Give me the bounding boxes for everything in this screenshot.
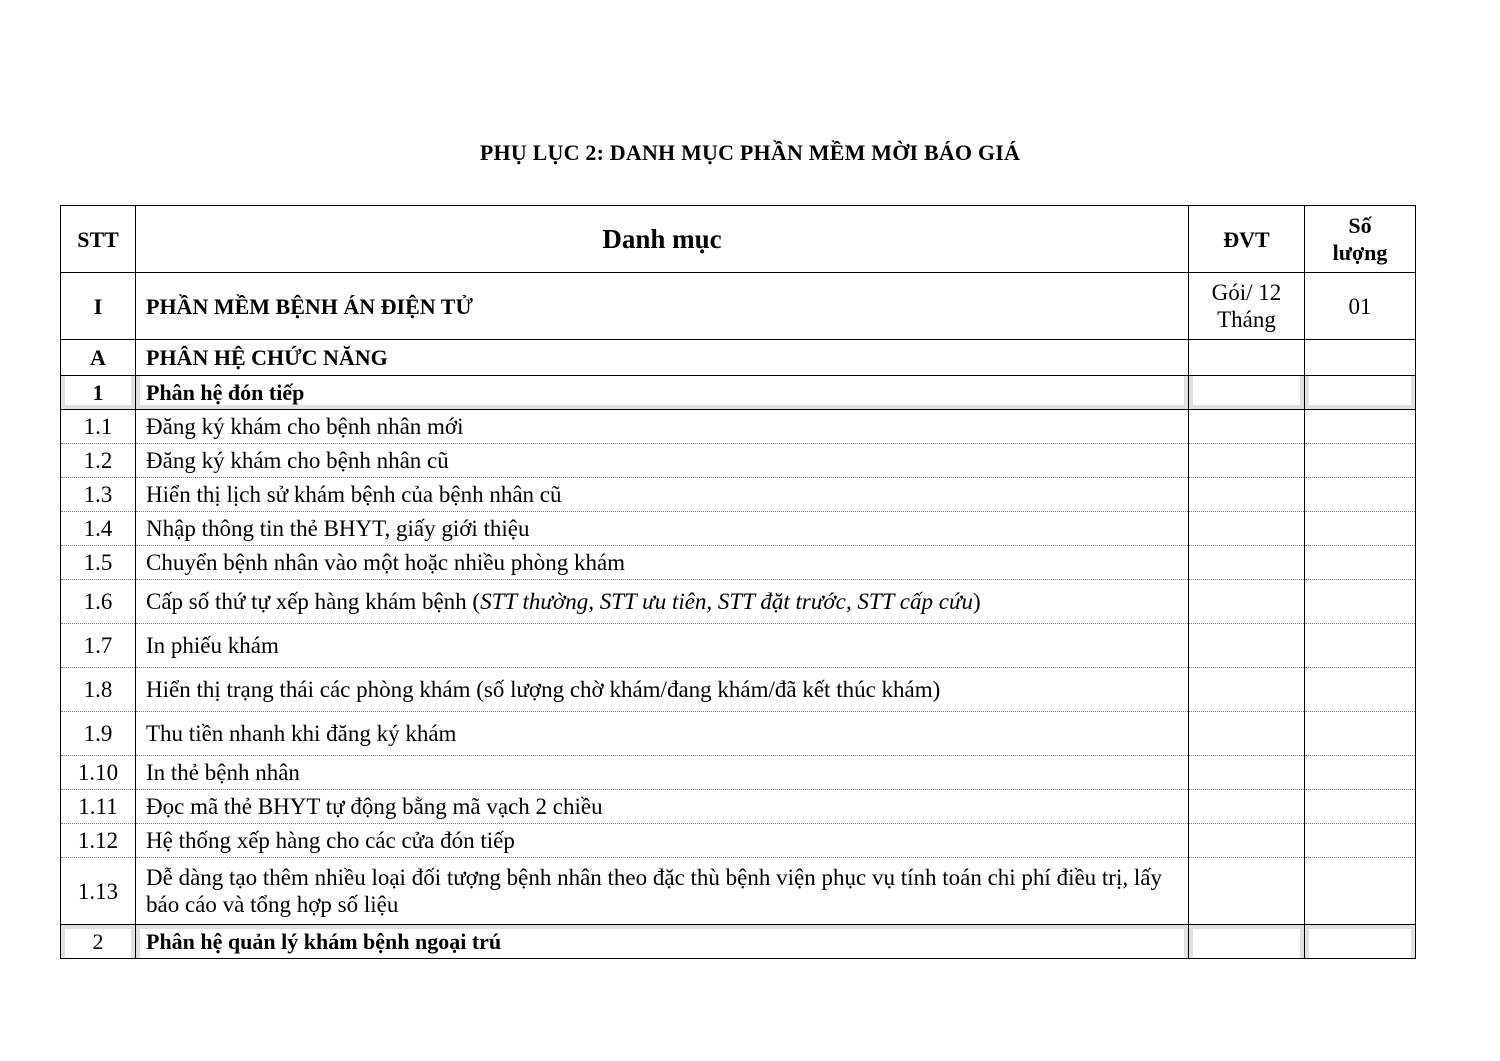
item-stt: 1.4 (61, 512, 136, 546)
section-A-name: PHÂN HỆ CHỨC NĂNG (136, 340, 1189, 376)
item-dvt (1189, 478, 1305, 512)
item-stt: 1.10 (61, 756, 136, 790)
item-quantity (1305, 410, 1416, 444)
item-stt: 1.8 (61, 668, 136, 712)
table-row (61, 790, 1416, 824)
item-dvt (1189, 858, 1305, 925)
item-quantity (1305, 790, 1416, 824)
table-header-row (61, 206, 1416, 273)
item-quantity (1305, 756, 1416, 790)
item-name: Dễ dàng tạo thêm nhiều loại đối tượng bệnh nhân theo đặc thù bệnh viện phục vụ tính toán chi phí điều trị, lấy báo cáo và tổng hợp số liệu (136, 858, 1189, 925)
table-row (61, 668, 1416, 712)
item-name (136, 580, 1189, 624)
item-stt: 1.3 (61, 478, 136, 512)
item-dvt (1189, 668, 1305, 712)
header-stt: STT (61, 206, 136, 273)
item-quantity (1305, 444, 1416, 478)
page-title: PHỤ LỤC 2: DANH MỤC PHẦN MỀM MỜI BÁO GIÁ (479, 140, 1021, 165)
item-stt: 1.12 (61, 824, 136, 858)
section-I-quantity: 01 (1305, 273, 1416, 340)
table-row (61, 824, 1416, 858)
item-quantity (1305, 478, 1416, 512)
item-dvt (1189, 824, 1305, 858)
group-1-stt: 1 (61, 376, 136, 410)
item-dvt (1189, 546, 1305, 580)
item-stt: 1.2 (61, 444, 136, 478)
item-name: Chuyển bệnh nhân vào một hoặc nhiều phòng khám (136, 546, 1189, 580)
header-name: Danh mục (136, 206, 1189, 273)
item-dvt (1189, 444, 1305, 478)
section-I-name: PHẦN MỀM BỆNH ÁN ĐIỆN TỬ (136, 273, 1189, 340)
item-stt: 1.7 (61, 624, 136, 668)
item-name-note: STT thường, STT ưu tiên, STT đặt trước, STT cấp cứu (480, 589, 973, 614)
table-row (61, 444, 1416, 478)
item-name: Hiển thị lịch sử khám bệnh của bệnh nhân cũ (136, 478, 1189, 512)
item-stt: 1.5 (61, 546, 136, 580)
item-quantity (1305, 712, 1416, 756)
section-row-A (61, 340, 1416, 376)
item-dvt (1189, 790, 1305, 824)
group-row-2 (61, 925, 1416, 959)
header-quantity (1305, 206, 1416, 273)
section-I-dvt-line2: Tháng (1217, 307, 1276, 332)
item-name-close: ) (973, 589, 981, 614)
item-name: Hiển thị trạng thái các phòng khám (số lượng chờ khám/đang khám/đã kết thúc khám) (136, 668, 1189, 712)
section-I-dvt-line1: Gói/ 12 (1211, 280, 1282, 305)
group-2-quantity (1305, 925, 1416, 959)
item-quantity (1305, 546, 1416, 580)
item-name: Đọc mã thẻ BHYT tự động bằng mã vạch 2 chiều (136, 790, 1189, 824)
item-stt: 1.11 (61, 790, 136, 824)
item-quantity (1305, 824, 1416, 858)
item-quantity (1305, 668, 1416, 712)
group-2-name: Phân hệ quản lý khám bệnh ngoại trú (136, 925, 1189, 959)
item-dvt (1189, 580, 1305, 624)
table-row (61, 580, 1416, 624)
item-name: In thẻ bệnh nhân (136, 756, 1189, 790)
header-quantity-line2: lượng (1332, 240, 1388, 265)
section-I-dvt (1189, 273, 1305, 340)
table-row (61, 512, 1416, 546)
group-2-dvt (1189, 925, 1305, 959)
item-name: Nhập thông tin thẻ BHYT, giấy giới thiệu (136, 512, 1189, 546)
table-row (61, 756, 1416, 790)
header-dvt: ĐVT (1189, 206, 1305, 273)
item-name: Hệ thống xếp hàng cho các cửa đón tiếp (136, 824, 1189, 858)
software-list-table (60, 205, 1416, 959)
item-dvt (1189, 756, 1305, 790)
group-2-stt: 2 (61, 925, 136, 959)
section-I-stt: I (61, 273, 136, 340)
item-name-text: Cấp số thứ tự xếp hàng khám bệnh ( (146, 589, 481, 614)
item-stt: 1.1 (61, 410, 136, 444)
table-row (61, 410, 1416, 444)
item-name: Đăng ký khám cho bệnh nhân mới (136, 410, 1189, 444)
item-quantity (1305, 580, 1416, 624)
item-quantity (1305, 512, 1416, 546)
table-row (61, 712, 1416, 756)
item-dvt (1189, 410, 1305, 444)
group-1-dvt (1189, 376, 1305, 410)
table-row (61, 858, 1416, 925)
item-dvt (1189, 624, 1305, 668)
section-A-stt: A (61, 340, 136, 376)
section-row-I (61, 273, 1416, 340)
item-quantity (1305, 624, 1416, 668)
table-row (61, 478, 1416, 512)
section-A-dvt (1189, 340, 1305, 376)
item-dvt (1189, 712, 1305, 756)
item-stt: 1.6 (61, 580, 136, 624)
item-name: In phiếu khám (136, 624, 1189, 668)
item-quantity (1305, 858, 1416, 925)
item-stt: 1.9 (61, 712, 136, 756)
item-name: Đăng ký khám cho bệnh nhân cũ (136, 444, 1189, 478)
table-row (61, 546, 1416, 580)
section-A-quantity (1305, 340, 1416, 376)
group-1-name: Phân hệ đón tiếp (136, 376, 1189, 410)
group-1-quantity (1305, 376, 1416, 410)
item-dvt (1189, 512, 1305, 546)
header-quantity-line1: Số (1348, 213, 1372, 238)
item-name: Thu tiền nhanh khi đăng ký khám (136, 712, 1189, 756)
table-row (61, 624, 1416, 668)
group-row-1 (61, 376, 1416, 410)
item-stt: 1.13 (61, 858, 136, 925)
